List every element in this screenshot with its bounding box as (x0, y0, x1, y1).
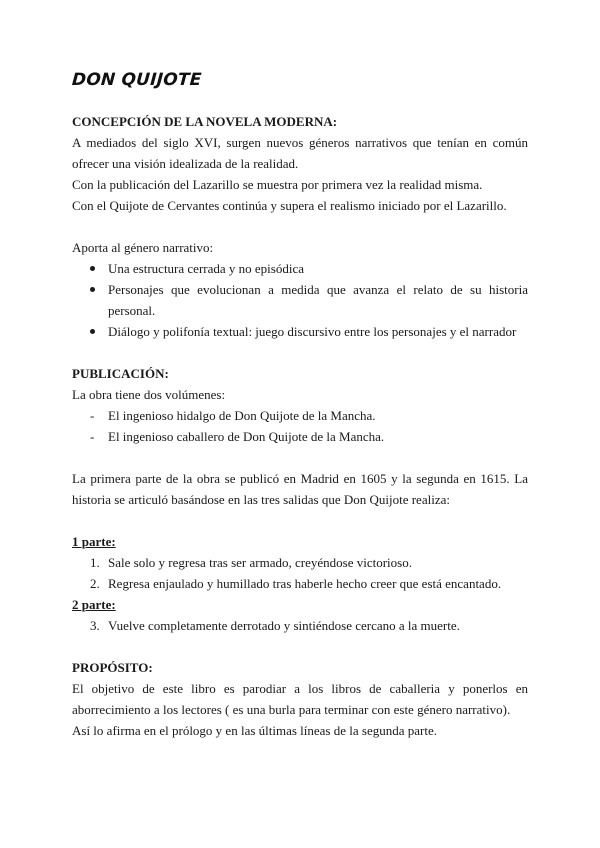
list-item-text: Diálogo y polifonía textual: juego discursivo entre los personajes y el narrador (108, 324, 517, 339)
dash-marker: - (90, 429, 95, 444)
spacer (72, 636, 528, 657)
section-heading-concepcion: CONCEPCIÓN DE LA NOVELA MODERNA: (72, 114, 338, 129)
spacer (72, 216, 528, 237)
list-item-text: El ingenioso hidalgo de Don Quijote de la Mancha. (108, 408, 376, 423)
list-number: 3. (90, 618, 100, 633)
list-item (72, 573, 528, 594)
list-number: 1. (90, 555, 100, 570)
part-label-2: 2 parte: (72, 597, 116, 612)
spacer (72, 447, 528, 468)
spacer (72, 510, 528, 531)
list-number: 2. (90, 576, 100, 591)
list-item-text: Vuelve completamente derrotado y sintiéndose cercano a la muerte. (108, 618, 460, 633)
bullet-icon (90, 266, 95, 271)
bullet-icon (90, 287, 95, 292)
paragraph-objetivo: El objetivo de este libro es parodiar a los libros de caballeria y ponerlos en aborrecimiento a los lectores ( es una burla para terminar con este género narrativo). (72, 681, 528, 717)
section-heading-proposito: PROPÓSITO: (72, 660, 153, 675)
list-item-text: Regresa enjaulado y humillado tras haberle hecho creer que está encantado. (108, 576, 502, 591)
numbered-list-parte-1 (72, 552, 528, 594)
paragraph-siglo-xvi: A mediados del siglo XVI, surgen nuevos géneros narrativos que tenían en común ofrecer una visión idealizada de la realidad. (72, 135, 528, 171)
paragraph-prologo: Así lo afirma en el prólogo y en las últimas líneas de la segunda parte. (72, 723, 437, 738)
part-label-1: 1 parte: (72, 534, 116, 549)
bullet-list-aportaciones (72, 258, 528, 342)
list-item (72, 615, 528, 636)
document-body (72, 111, 528, 741)
list-item (72, 258, 528, 279)
document-title: DON QUIJOTE (71, 70, 203, 90)
list-item-text: Una estructura cerrada y no episódica (108, 261, 304, 276)
spacer (72, 342, 528, 363)
list-item (72, 405, 528, 426)
numbered-list-parte-2 (72, 615, 528, 636)
list-item (72, 279, 528, 321)
paragraph-volumenes: La obra tiene dos volúmenes: (72, 387, 226, 402)
list-item-text: Sale solo y regresa tras ser armado, creyéndose victorioso. (108, 555, 412, 570)
paragraph-primera-parte: La primera parte de la obra se publicó en Madrid en 1605 y la segunda en 1615. La historia se articuló basándose en las tres salidas que Don Quijote realiza: (72, 471, 528, 507)
list-item-text: Personajes que evolucionan a medida que avanza el relato de su historia personal. (108, 282, 528, 318)
paragraph-lazarillo: Con la publicación del Lazarillo se muestra por primera vez la realidad misma. (72, 177, 483, 192)
bullet-icon (90, 329, 95, 334)
dash-list-volumenes (72, 405, 528, 447)
paragraph-quijote-realismo: Con el Quijote de Cervantes continúa y supera el realismo iniciado por el Lazarillo. (72, 198, 507, 213)
dash-marker: - (90, 408, 95, 423)
list-item (72, 321, 528, 342)
list-item-text: El ingenioso caballero de Don Quijote de la Mancha. (108, 429, 385, 444)
paragraph-aporta: Aporta al género narrativo: (72, 240, 214, 255)
list-item (72, 426, 528, 447)
section-heading-publicacion: PUBLICACIÓN: (72, 366, 169, 381)
list-item (72, 552, 528, 573)
